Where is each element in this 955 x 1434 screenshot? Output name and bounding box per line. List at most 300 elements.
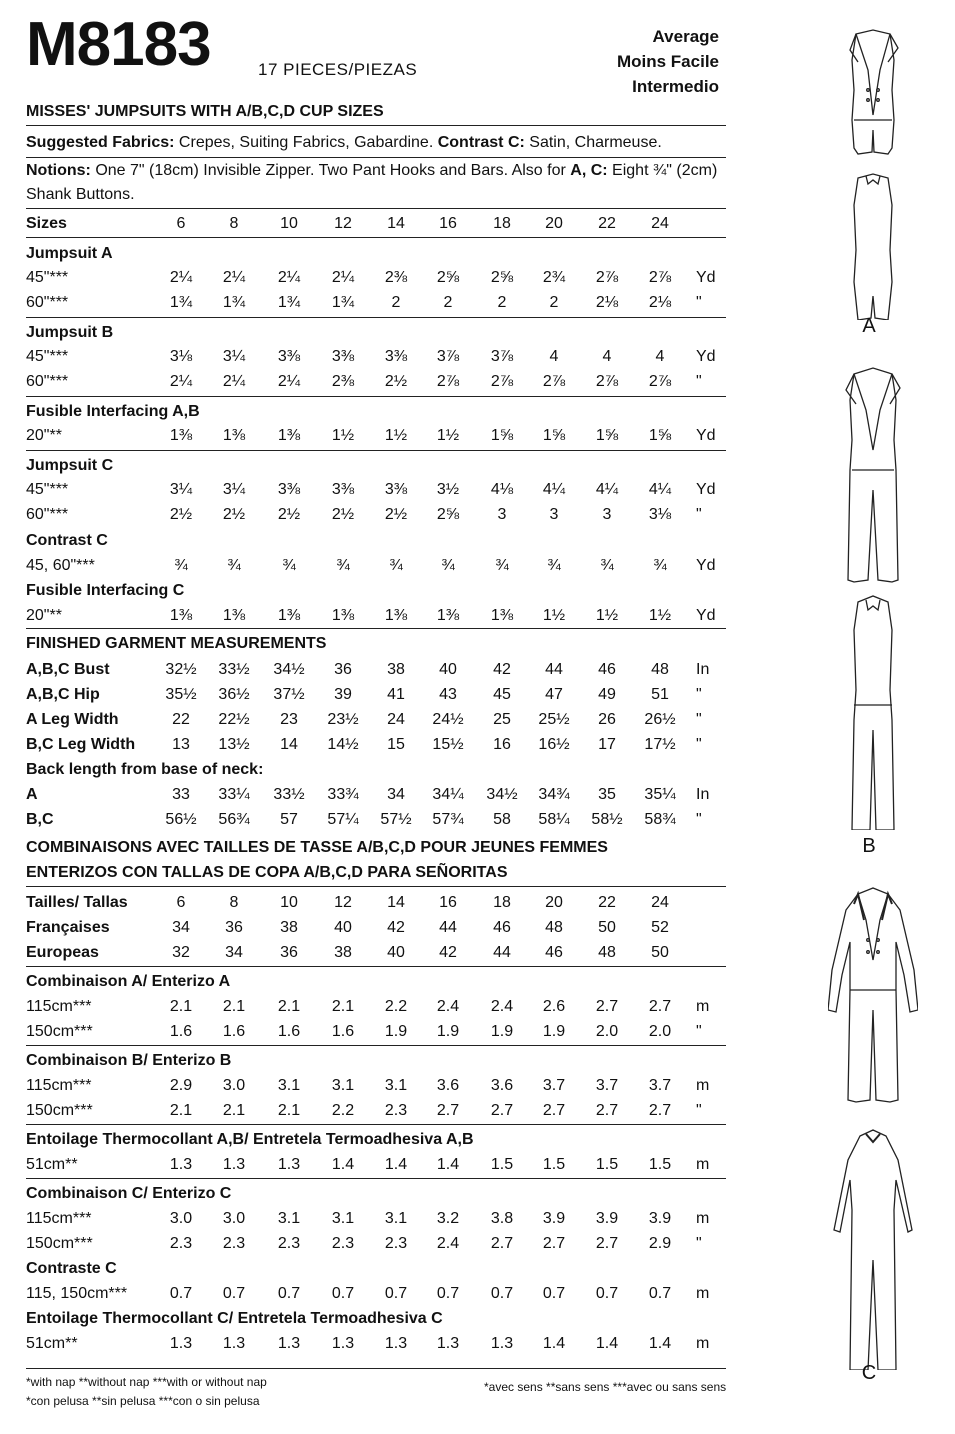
unit-cell: " <box>696 736 702 753</box>
unit-cell: Yd <box>696 348 716 365</box>
table-cell: 42 <box>387 919 405 936</box>
table-cell: 2.1 <box>222 998 246 1015</box>
table-cell: 2⅝ <box>436 269 460 286</box>
table-cell: 26½ <box>644 711 676 728</box>
contrast-label: Contrast C: <box>437 134 525 151</box>
table-cell: 58½ <box>591 811 623 828</box>
table-cell: 0.7 <box>331 1285 355 1302</box>
table-cell: 44 <box>493 944 511 961</box>
table-cell: 2.4 <box>436 1235 460 1252</box>
table-cell: 42 <box>493 661 511 678</box>
table-cell: 32½ <box>165 661 197 678</box>
table-row <box>26 604 726 628</box>
footnote-es: *con pelusa **sin pelusa ***con o sin pelusa <box>26 1394 260 1408</box>
table-cell: 2.7 <box>490 1235 514 1252</box>
table-cell: 2.1 <box>169 998 193 1015</box>
table-cell: 2⅝ <box>436 506 460 523</box>
table-row <box>26 291 726 315</box>
table-cell: 1⅜ <box>169 607 193 624</box>
table-cell: 2½ <box>169 506 193 523</box>
table-cell: 1¾ <box>277 294 301 311</box>
size-20: 20 <box>545 215 563 232</box>
table-cell: 35 <box>598 786 616 803</box>
table-cell: 2⅛ <box>648 294 672 311</box>
table-cell: 0.7 <box>222 1285 246 1302</box>
row-label: B,C <box>26 811 54 828</box>
row-label: FINISHED GARMENT MEASUREMENTS <box>26 635 327 652</box>
table-cell: 2.3 <box>169 1235 193 1252</box>
table-cell: 14½ <box>327 736 359 753</box>
table-cell: 1.5 <box>490 1156 514 1173</box>
table-cell: 1⅜ <box>277 427 301 444</box>
contrast-text: Satin, Charmeuse. <box>524 134 662 151</box>
table-cell: 3⅞ <box>490 348 514 365</box>
table-cell: 16 <box>439 894 457 911</box>
row-label: Jumpsuit C <box>26 457 114 474</box>
table-cell: 3⅞ <box>436 348 460 365</box>
row-label: Françaises <box>26 919 110 936</box>
table-cell: 34 <box>225 944 243 961</box>
table-row <box>26 242 726 266</box>
row-label: 115cm*** <box>26 1077 92 1094</box>
unit-cell: Yd <box>696 427 716 444</box>
table-cell: 2.4 <box>490 998 514 1015</box>
table-cell: 1.3 <box>277 1335 301 1352</box>
table-cell: 3.1 <box>384 1077 408 1094</box>
table-cell: 0.7 <box>384 1285 408 1302</box>
table-row <box>26 1332 726 1356</box>
table-cell: 2½ <box>384 506 408 523</box>
table-cell: 3.0 <box>169 1210 193 1227</box>
table-cell: 33½ <box>218 661 250 678</box>
table-cell: 25½ <box>538 711 570 728</box>
table-cell: 2¼ <box>277 269 301 286</box>
table-row <box>26 554 726 578</box>
unit-cell: m <box>696 1210 710 1227</box>
table-cell: 2 <box>497 294 507 311</box>
table-cell: 2.0 <box>595 1023 619 1040</box>
table-cell: 23½ <box>327 711 359 728</box>
table-cell: 2¼ <box>331 269 355 286</box>
unit-cell: " <box>696 711 702 728</box>
table-cell: 1.6 <box>277 1023 301 1040</box>
table-row <box>26 970 726 994</box>
table-row <box>26 1207 726 1231</box>
table-cell: 4 <box>655 348 665 365</box>
table-cell: 1¾ <box>331 294 355 311</box>
table-cell: 3.7 <box>542 1077 566 1094</box>
notions-label: Notions: <box>26 162 91 179</box>
table-cell: 1.6 <box>222 1023 246 1040</box>
table-row <box>26 941 726 965</box>
table-cell: 2⅜ <box>331 373 355 390</box>
table-cell: 1⅜ <box>169 427 193 444</box>
table-cell: 3⅜ <box>277 348 301 365</box>
table-cell: 0.7 <box>277 1285 301 1302</box>
table-cell: 34¼ <box>432 786 464 803</box>
view-a-front-illustration <box>828 20 918 320</box>
size-10: 10 <box>280 215 298 232</box>
table-cell: 1¾ <box>222 294 246 311</box>
table-cell: 1.5 <box>595 1156 619 1173</box>
table-cell: 2¼ <box>169 373 193 390</box>
table-cell: 2⅞ <box>490 373 514 390</box>
table-cell: 3.1 <box>277 1210 301 1227</box>
table-cell: 0.7 <box>542 1285 566 1302</box>
table-row <box>26 1257 726 1281</box>
row-label: Jumpsuit B <box>26 324 114 341</box>
table-cell: 13½ <box>218 736 250 753</box>
table-cell: 0.7 <box>595 1285 619 1302</box>
table-row <box>26 529 726 553</box>
table-cell: 3.9 <box>648 1210 672 1227</box>
table-cell: 1.4 <box>331 1156 355 1173</box>
table-cell: 3.8 <box>490 1210 514 1227</box>
footnote-fr: *avec sens **sans sens ***avec ou sans sens <box>484 1380 727 1394</box>
table-cell: 48 <box>651 661 669 678</box>
notions-text-2: Eight ¾" (2cm) Shank Buttons. <box>26 162 718 203</box>
row-label: A,B,C Hip <box>26 686 100 703</box>
table-cell: 16 <box>493 736 511 753</box>
table-cell: 1.9 <box>384 1023 408 1040</box>
table-cell: 56¾ <box>218 811 250 828</box>
table-row <box>26 1128 726 1152</box>
table-cell: 3¼ <box>169 481 193 498</box>
table-cell: 0.7 <box>490 1285 514 1302</box>
table-cell: 2.7 <box>542 1235 566 1252</box>
table-row <box>26 808 726 832</box>
table-cell: 39 <box>334 686 352 703</box>
table-cell: 46 <box>545 944 563 961</box>
row-label: 60"*** <box>26 373 69 390</box>
table-cell: 33¾ <box>327 786 359 803</box>
table-cell: 45 <box>493 686 511 703</box>
divider <box>26 125 726 126</box>
divider <box>26 886 726 887</box>
table-cell: 1⅜ <box>222 427 246 444</box>
table-cell: 3⅜ <box>277 481 301 498</box>
unit-cell: m <box>696 1285 710 1302</box>
table-cell: 40 <box>334 919 352 936</box>
figure-label-c: C <box>861 1362 877 1384</box>
table-cell: 2.7 <box>595 1235 619 1252</box>
table-cell: 17 <box>598 736 616 753</box>
table-cell: 34 <box>172 919 190 936</box>
pattern-number: M8183 <box>26 10 211 79</box>
divider <box>26 1045 726 1046</box>
fabrics-label: Suggested Fabrics: <box>26 134 175 151</box>
table-cell: 4 <box>549 348 559 365</box>
table-cell: 34¾ <box>538 786 570 803</box>
unit-cell: " <box>696 1102 702 1119</box>
unit-cell: Yd <box>696 557 716 574</box>
table-cell: 3.1 <box>384 1210 408 1227</box>
table-cell: 16½ <box>538 736 570 753</box>
table-cell: 2¼ <box>222 269 246 286</box>
unit-cell: " <box>696 294 702 311</box>
table-cell: 1⅝ <box>542 427 566 444</box>
table-cell: 3 <box>602 506 612 523</box>
table-cell: 0.7 <box>436 1285 460 1302</box>
table-cell: 2⅞ <box>648 269 672 286</box>
table-cell: 32 <box>172 944 190 961</box>
table-cell: 1¾ <box>169 294 193 311</box>
table-cell: 1.5 <box>542 1156 566 1173</box>
table-cell: 2.1 <box>331 998 355 1015</box>
table-cell: 4¼ <box>595 481 619 498</box>
table-cell: 35¼ <box>644 786 676 803</box>
table-cell: 2.7 <box>436 1102 460 1119</box>
row-label: 150cm*** <box>26 1235 93 1252</box>
row-label: 60"*** <box>26 294 69 311</box>
table-cell: 57½ <box>380 811 412 828</box>
table-row <box>26 400 726 424</box>
figure-label-b: B <box>862 835 876 857</box>
table-cell: 20 <box>545 894 563 911</box>
table-row <box>26 916 726 940</box>
row-label: 115cm*** <box>26 1210 92 1227</box>
table-row <box>26 1153 726 1177</box>
table-cell: 25 <box>493 711 511 728</box>
table-cell: 58 <box>493 811 511 828</box>
table-cell: 14 <box>387 894 405 911</box>
table-cell: 48 <box>545 919 563 936</box>
table-cell: 34 <box>387 786 405 803</box>
table-cell: 2.3 <box>222 1235 246 1252</box>
row-label: Contrast C <box>26 532 108 549</box>
unit-cell: " <box>696 1023 702 1040</box>
table-row <box>26 1020 726 1044</box>
table-cell: 3⅜ <box>331 481 355 498</box>
table-cell: 2⅞ <box>648 373 672 390</box>
table-cell: 3.1 <box>331 1210 355 1227</box>
table-cell: 3.9 <box>595 1210 619 1227</box>
table-cell: 1.6 <box>331 1023 355 1040</box>
table-cell: 33½ <box>273 786 305 803</box>
table-cell: 2.2 <box>384 998 408 1015</box>
table-cell: 10 <box>280 894 298 911</box>
table-cell: 13 <box>172 736 190 753</box>
table-cell: 2.7 <box>648 1102 672 1119</box>
divider <box>26 237 726 238</box>
table-cell: 2.1 <box>222 1102 246 1119</box>
table-cell: 3.0 <box>222 1210 246 1227</box>
table-cell: 4⅛ <box>490 481 514 498</box>
title-es: ENTERIZOS CON TALLAS DE COPA A/B,C,D PARA SEÑORITAS <box>26 864 508 881</box>
table-row <box>26 1232 726 1256</box>
table-cell: 2⅞ <box>542 373 566 390</box>
table-cell: 2½ <box>277 506 301 523</box>
table-row <box>26 370 726 394</box>
table-cell: ¾ <box>547 557 561 574</box>
table-cell: 2.3 <box>331 1235 355 1252</box>
table-cell: 2.7 <box>648 998 672 1015</box>
table-cell: 1.4 <box>384 1156 408 1173</box>
table-cell: 1.3 <box>277 1156 301 1173</box>
table-cell: 38 <box>387 661 405 678</box>
table-row <box>26 658 726 682</box>
row-label: 20"** <box>26 427 62 444</box>
row-label: 45"*** <box>26 348 69 365</box>
table-row <box>26 783 726 807</box>
table-cell: 3.7 <box>595 1077 619 1094</box>
size-16: 16 <box>439 215 457 232</box>
unit-cell: " <box>696 1235 702 1252</box>
notions <box>26 159 726 207</box>
table-cell: 1½ <box>436 427 460 444</box>
row-label: A <box>26 786 38 803</box>
row-label: Europeas <box>26 944 99 961</box>
row-label: Tailles/ Tallas <box>26 894 128 911</box>
table-cell: 1½ <box>542 607 566 624</box>
table-cell: 3⅛ <box>648 506 672 523</box>
table-cell: 24 <box>651 894 669 911</box>
table-cell: 37½ <box>273 686 305 703</box>
table-cell: ¾ <box>600 557 614 574</box>
row-label: Fusible Interfacing C <box>26 582 185 599</box>
table-cell: 1⅜ <box>331 607 355 624</box>
unit-cell: m <box>696 1335 710 1352</box>
table-cell: 3⅛ <box>169 348 193 365</box>
table-cell: 2¼ <box>169 269 193 286</box>
table-cell: 2⅞ <box>436 373 460 390</box>
table-cell: 41 <box>387 686 405 703</box>
table-cell: 12 <box>334 894 352 911</box>
row-label: 45"*** <box>26 481 69 498</box>
unit-cell: m <box>696 1077 710 1094</box>
table-cell: 46 <box>493 919 511 936</box>
size-24: 24 <box>651 215 669 232</box>
table-cell: 36 <box>334 661 352 678</box>
table-cell: 22½ <box>218 711 250 728</box>
table-cell: 2.2 <box>331 1102 355 1119</box>
unit-cell: In <box>696 661 710 678</box>
notions-views: A, C: <box>570 162 608 179</box>
table-cell: 3.6 <box>436 1077 460 1094</box>
table-cell: 2.3 <box>384 1102 408 1119</box>
table-cell: 50 <box>598 919 616 936</box>
table-cell: 1⅝ <box>595 427 619 444</box>
table-cell: 36½ <box>218 686 250 703</box>
table-cell: 1.4 <box>436 1156 460 1173</box>
table-cell: ¾ <box>389 557 403 574</box>
unit-cell: Yd <box>696 481 716 498</box>
table-cell: 23 <box>280 711 298 728</box>
table-cell: 51 <box>651 686 669 703</box>
table-cell: 2⅝ <box>490 269 514 286</box>
table-cell: 3½ <box>436 481 460 498</box>
table-cell: 40 <box>439 661 457 678</box>
table-cell: 44 <box>545 661 563 678</box>
row-label: 60"*** <box>26 506 69 523</box>
table-cell: 33¼ <box>218 786 250 803</box>
table-cell: ¾ <box>495 557 509 574</box>
table-cell: 2½ <box>331 506 355 523</box>
row-label: Contraste C <box>26 1260 117 1277</box>
row-label: Back length from base of neck: <box>26 761 264 778</box>
row-label: Jumpsuit A <box>26 245 113 262</box>
figure-label-a: A <box>862 315 876 337</box>
table-cell: 3¼ <box>222 481 246 498</box>
difficulty-en: Average <box>652 27 719 46</box>
table-cell: 3.1 <box>277 1077 301 1094</box>
table-cell: 2.9 <box>648 1235 672 1252</box>
table-cell: 1.3 <box>331 1335 355 1352</box>
divider <box>26 450 726 451</box>
table-cell: 58¾ <box>644 811 676 828</box>
table-cell: 3.0 <box>222 1077 246 1094</box>
sizes-header-row <box>26 212 726 236</box>
table-cell: 1.4 <box>648 1335 672 1352</box>
table-cell: 3.2 <box>436 1210 460 1227</box>
suggested-fabrics <box>26 131 726 155</box>
view-c-illustration <box>828 880 918 1370</box>
table-cell: 2.7 <box>490 1102 514 1119</box>
table-cell: ¾ <box>653 557 667 574</box>
table-cell: 35½ <box>165 686 197 703</box>
row-label: 150cm*** <box>26 1023 93 1040</box>
size-18: 18 <box>493 215 511 232</box>
unit-cell: m <box>696 998 710 1015</box>
table-row <box>26 1307 726 1331</box>
table-cell: 2.4 <box>436 998 460 1015</box>
table-row <box>26 758 726 782</box>
table-cell: 1.9 <box>490 1023 514 1040</box>
row-label: A Leg Width <box>26 711 119 728</box>
table-cell: 22 <box>172 711 190 728</box>
divider <box>26 208 726 209</box>
table-cell: 40 <box>387 944 405 961</box>
table-cell: 3.6 <box>490 1077 514 1094</box>
title-en: MISSES' JUMPSUITS WITH A/B,C,D CUP SIZES <box>26 103 384 120</box>
table-cell: 1.6 <box>169 1023 193 1040</box>
unit-cell: Yd <box>696 269 716 286</box>
table-row <box>26 1049 726 1073</box>
table-cell: 1⅜ <box>277 607 301 624</box>
table-cell: 1.9 <box>542 1023 566 1040</box>
table-cell: 6 <box>176 894 186 911</box>
table-cell: 18 <box>493 894 511 911</box>
sizes-label: Sizes <box>26 215 67 232</box>
table-cell: 2.9 <box>169 1077 193 1094</box>
table-cell: 1.3 <box>222 1156 246 1173</box>
divider <box>26 1124 726 1125</box>
table-cell: 36 <box>225 919 243 936</box>
table-cell: 48 <box>598 944 616 961</box>
table-cell: 2⅜ <box>384 269 408 286</box>
table-cell: ¾ <box>282 557 296 574</box>
table-cell: 57¾ <box>432 811 464 828</box>
table-cell: 43 <box>439 686 457 703</box>
unit-cell: " <box>696 506 702 523</box>
notions-text: One 7" (18cm) Invisible Zipper. Two Pant Hooks and Bars. Also for <box>90 162 571 179</box>
row-label: 20"** <box>26 607 62 624</box>
table-cell: 3¼ <box>222 348 246 365</box>
table-cell: 1⅜ <box>384 607 408 624</box>
table-cell: 44 <box>439 919 457 936</box>
table-cell: 3⅜ <box>331 348 355 365</box>
divider <box>26 966 726 967</box>
unit-cell: In <box>696 786 710 803</box>
table-cell: 2½ <box>384 373 408 390</box>
size-14: 14 <box>387 215 405 232</box>
difficulty-fr: Moins Facile <box>616 52 719 71</box>
table-cell: 2½ <box>222 506 246 523</box>
table-cell: 24 <box>387 711 405 728</box>
table-row <box>26 1074 726 1098</box>
table-cell: 57 <box>280 811 298 828</box>
table-cell: 46 <box>598 661 616 678</box>
